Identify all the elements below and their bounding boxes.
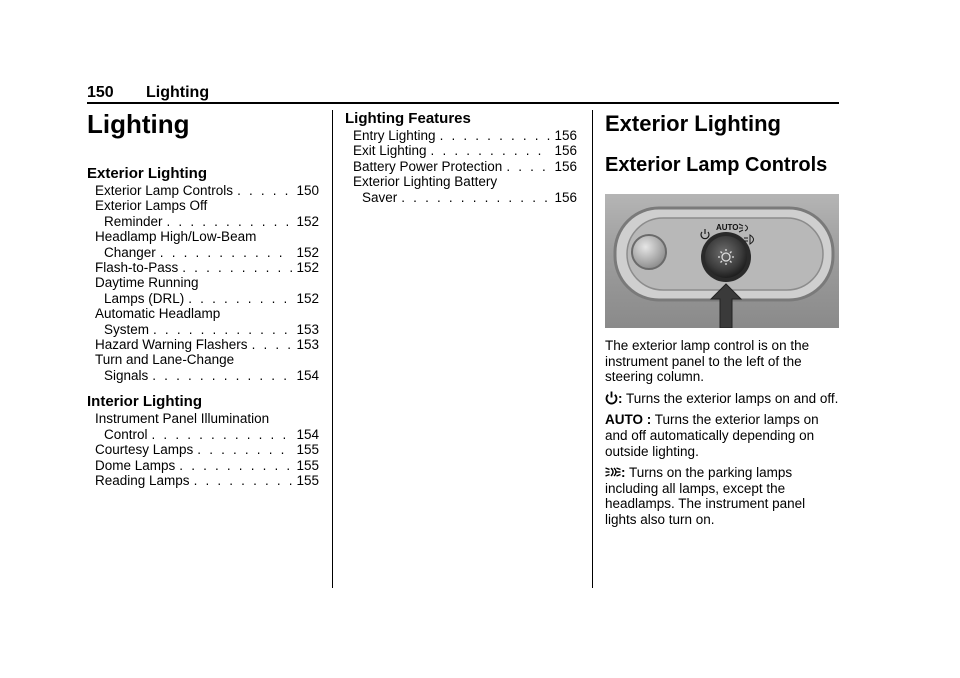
section-title: Exterior Lighting bbox=[605, 111, 781, 136]
lamp-control-photo bbox=[605, 194, 839, 328]
toc-entry[interactable]: Exterior Lamp Controls . . . 150 bbox=[87, 183, 319, 198]
toc-list-features bbox=[345, 128, 577, 205]
column-divider-left bbox=[332, 110, 333, 588]
toc-entry[interactable]: Turn and Lane-Change Signals . . . 154 bbox=[87, 352, 319, 383]
lamp-control-knob bbox=[705, 236, 747, 278]
content-column-right bbox=[605, 108, 839, 528]
auto-position-description: AUTO : Turns the exterior lamps on and off automatically depending on outside lighting. bbox=[605, 412, 819, 459]
intro-paragraph: The exterior lamp control is on the instrument panel to the left of the steering column. bbox=[605, 338, 810, 385]
toc-column-middle bbox=[345, 110, 577, 205]
push-button bbox=[632, 235, 666, 269]
toc-heading-interior-lighting: Interior Lighting bbox=[87, 393, 202, 411]
toc-entry[interactable]: Entry Lighting . . . 156 bbox=[345, 128, 577, 143]
page-number: 150 bbox=[87, 84, 114, 101]
toc-column-left bbox=[87, 108, 319, 488]
toc-entry[interactable]: Exterior Lighting Battery Saver . . . 156 bbox=[345, 174, 577, 205]
header-rule bbox=[87, 102, 839, 104]
column-divider-right bbox=[592, 110, 593, 588]
toc-entry[interactable]: Daytime Running Lamps (DRL) . . . 152 bbox=[87, 275, 319, 306]
subsection-title: Exterior Lamp Controls bbox=[605, 154, 828, 176]
power-icon bbox=[605, 391, 618, 406]
toc-entry[interactable]: Battery Power Protection . . . 156 bbox=[345, 159, 577, 174]
lamp-control-illustration bbox=[605, 194, 839, 328]
power-position-description: : Turns the exterior lamps on and off. bbox=[605, 391, 839, 407]
toc-entry[interactable]: Headlamp High/Low-Beam Changer . . . 152 bbox=[87, 229, 319, 260]
toc-heading-lighting-features: Lighting Features bbox=[345, 110, 471, 127]
toc-entry[interactable]: Courtesy Lamps . . . 155 bbox=[87, 442, 319, 457]
toc-entry[interactable]: Automatic Headlamp System . . . 153 bbox=[87, 306, 319, 337]
knob-auto-label: AUTO bbox=[716, 223, 739, 232]
parking-position-description: : Turns on the parking lamps including all lamps, except the headlamps. The instrument panel lights also turn on. bbox=[605, 465, 806, 527]
toc-entry[interactable]: Reading Lamps . . . 155 bbox=[87, 473, 319, 488]
toc-entry[interactable]: Instrument Panel Illumination Control . . . 154 bbox=[87, 411, 319, 442]
running-header bbox=[87, 84, 839, 102]
toc-list-interior bbox=[87, 411, 319, 488]
chapter-title: Lighting bbox=[87, 109, 190, 139]
toc-heading-exterior-lighting: Exterior Lighting bbox=[87, 165, 207, 182]
parking-lamp-icon bbox=[605, 465, 621, 480]
toc-entry[interactable]: Exit Lighting . . . 156 bbox=[345, 143, 577, 158]
toc-entry[interactable]: Dome Lamps . . . 155 bbox=[87, 458, 319, 473]
toc-entry[interactable]: Exterior Lamps Off Reminder . . . 152 bbox=[87, 198, 319, 229]
toc-list-exterior bbox=[87, 183, 319, 383]
toc-entry[interactable]: Flash-to-Pass . . . 152 bbox=[87, 260, 319, 275]
running-section-title: Lighting bbox=[146, 84, 210, 101]
toc-entry[interactable]: Hazard Warning Flashers . . . 153 bbox=[87, 337, 319, 352]
